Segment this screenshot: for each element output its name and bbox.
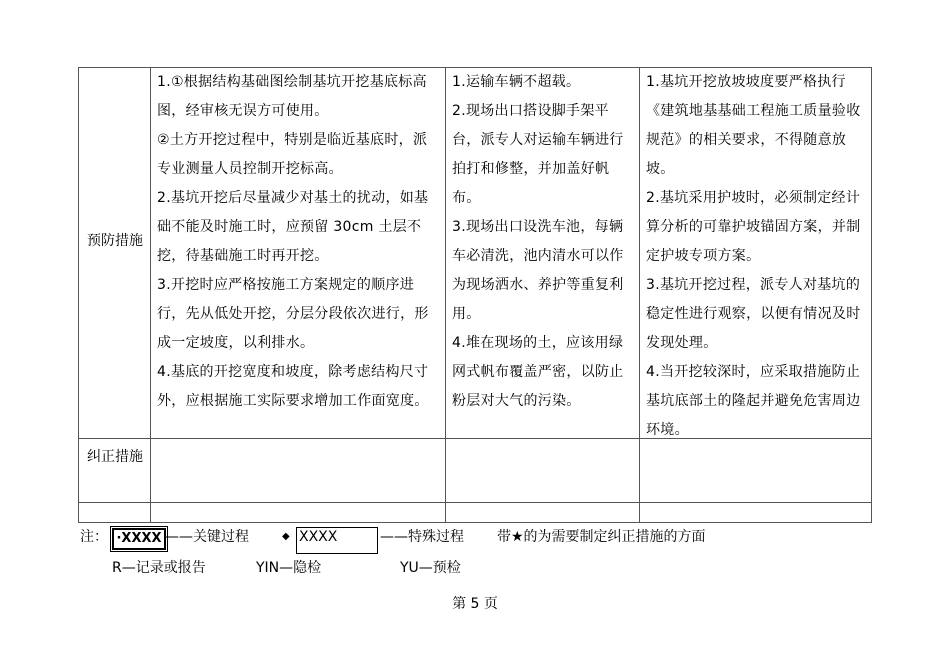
special-process-text: ——特殊过程 <box>380 529 464 545</box>
legend-hidden-check: YIN—隐检 <box>256 560 322 576</box>
col-divider-2 <box>445 68 446 522</box>
star-note-text: 带★的为需要制定纠正措施的方面 <box>497 529 706 545</box>
row-divider-2 <box>79 502 871 503</box>
key-process-text: ——关键过程 <box>165 529 249 545</box>
col1-item: 4.基底的开挖宽度和坡度，除考虑结构尺寸外，应根据施工实际要求增加工作面宽度。 <box>157 364 429 409</box>
col-divider-3 <box>639 68 640 522</box>
col1-item: 1.①根据结构基础图绘制基坑开挖基底标高图，经审核无误方可使用。 <box>157 74 427 119</box>
col3-item: 2.基坑采用护坡时，必须制定经计算分析的可靠护坡锚固方案，并制定护坡专项方案。 <box>646 190 861 264</box>
diamond-icon: ◆ <box>282 531 290 542</box>
special-process-box: XXXX <box>296 527 378 554</box>
col3-item: 3.基坑开挖过程，派专人对基坑的稳定性进行观察，以便有情况及时发现处理。 <box>646 277 861 351</box>
row-label-correct: 纠正措施 <box>87 449 143 465</box>
measures-table <box>78 67 872 523</box>
prevent-col3 <box>646 68 868 445</box>
row-label-prevent: 预防措施 <box>87 233 143 249</box>
key-process-box: ·XXXX <box>112 528 166 550</box>
col3-item: 4.当开挖较深时，应采取措施防止基坑底部土的隆起并避免危害周边环境。 <box>646 364 861 438</box>
col2-item: 3.现场出口设洗车池，每辆车必清洗，池内清水可以作为现场洒水、养护等重复利用。 <box>452 219 624 322</box>
col2-item: 4.堆在现场的土，应该用绿网式帆布覆盖严密，以防止粉层对大气的污染。 <box>452 335 624 409</box>
legend-record: R—记录或报告 <box>112 560 206 576</box>
col1-item: ②土方开挖过程中，特别是临近基底时，派专业测量人员控制开挖标高。 <box>157 132 428 177</box>
legend-pre-check: YU—预检 <box>400 560 461 576</box>
page-number: 第 5 页 <box>452 596 498 612</box>
prevent-col1 <box>157 68 441 416</box>
col3-item: 1.基坑开挖放坡坡度要严格执行《建筑地基基础工程施工质量验收规范》的相关要求，不得随意放坡。 <box>646 74 861 177</box>
prevent-col2 <box>452 68 634 416</box>
col2-item: 1.运输车辆不超载。 <box>452 74 581 90</box>
note-prefix: 注： <box>80 529 108 545</box>
col1-item: 3.开挖时应严格按施工方案规定的顺序进行，先从低处开挖，分层分段依次进行，形成一定坡度，以利排水。 <box>157 277 429 351</box>
col2-item: 2.现场出口搭设脚手架平台，派专人对运输车辆进行拍打和修整，并加盖好帆布。 <box>452 103 624 206</box>
col1-item: 2.基坑开挖后尽量减少对基土的扰动，如基础不能及时施工时，应预留 30cm 土层不挖，待基础施工时再开挖。 <box>157 190 429 264</box>
col-divider-1 <box>150 68 151 522</box>
